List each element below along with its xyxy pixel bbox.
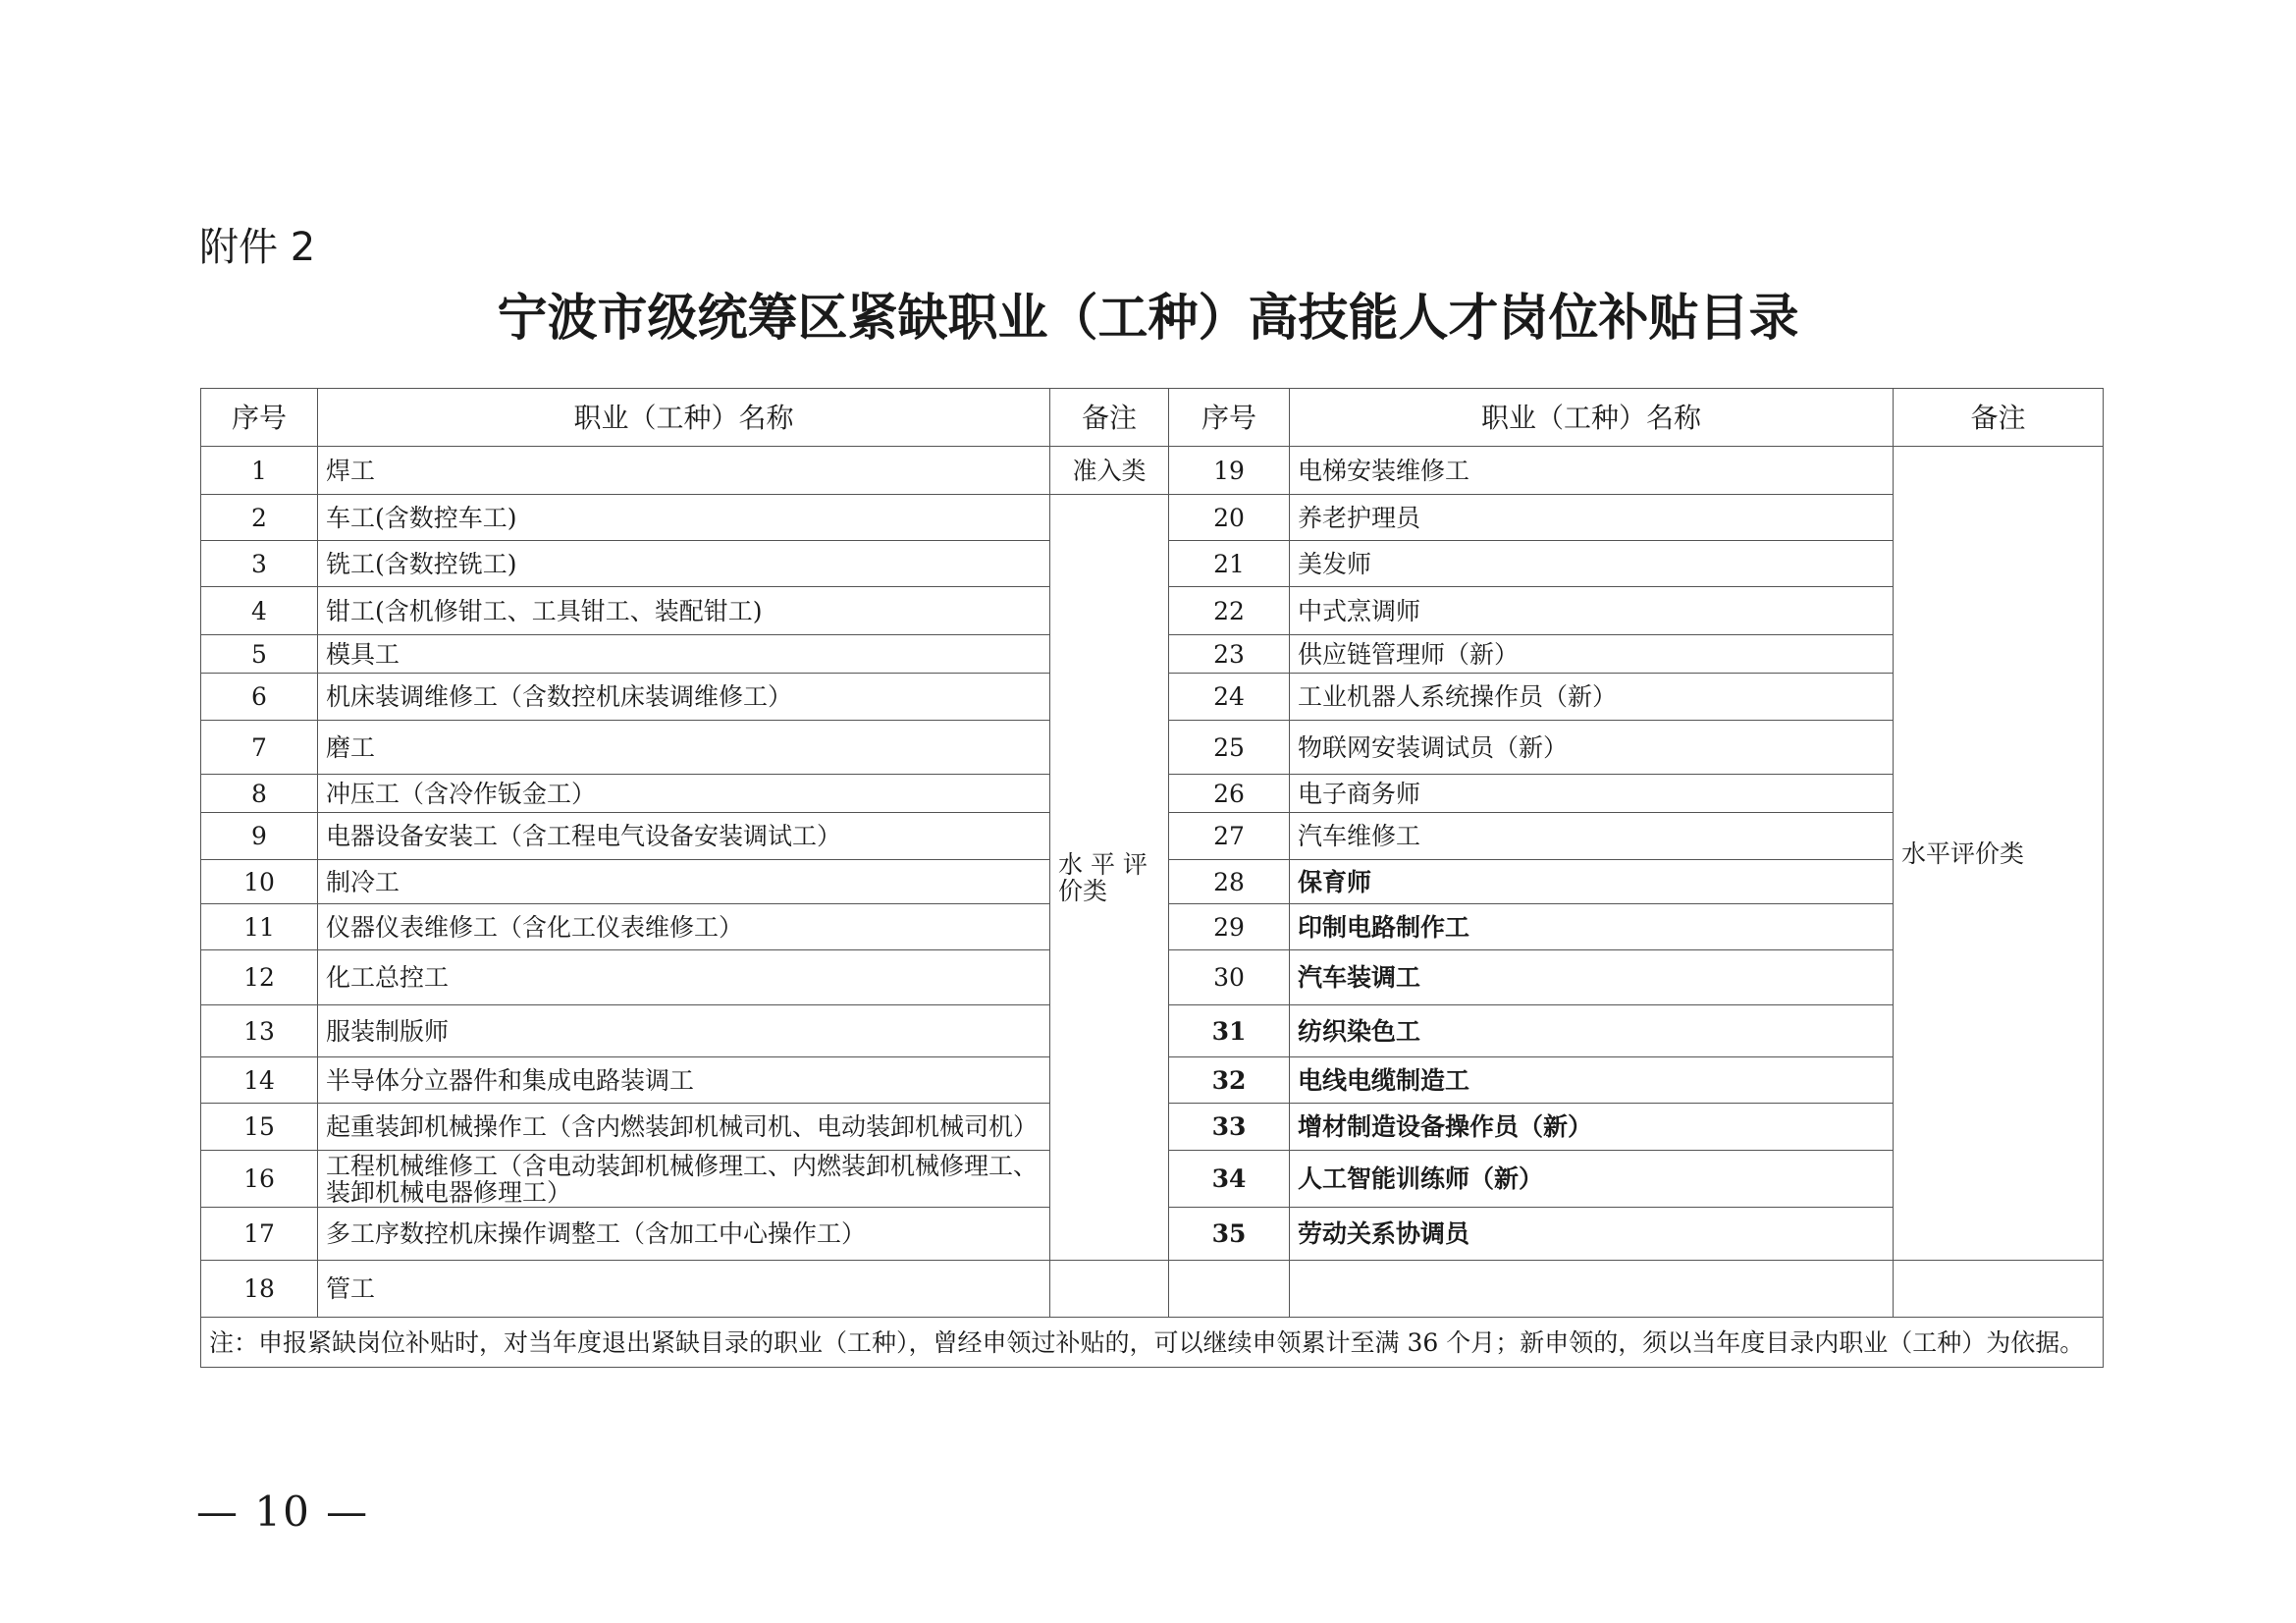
row-number: 28: [1169, 860, 1290, 904]
occupation-name: 纺织染色工: [1290, 1005, 1894, 1057]
row-number: 3: [201, 541, 318, 587]
occupation-name: 半导体分立器件和集成电路装调工: [318, 1057, 1050, 1104]
occupation-name: 焊工: [318, 447, 1050, 495]
table-row: [201, 1261, 2104, 1318]
table-header-row: [201, 389, 2104, 447]
row-number: 5: [201, 635, 318, 674]
row-number: 1: [201, 447, 318, 495]
row-number: 7: [201, 721, 318, 775]
footnote-row: [201, 1318, 2104, 1368]
footnote: 注：申报紧缺岗位补贴时，对当年度退出紧缺目录的职业（工种），曾经申领过补贴的，可以继续申领累计至满 36 个月；新申领的，须以当年度目录内职业（工种）为依据。: [201, 1318, 2104, 1368]
occupation-name: 中式烹调师: [1290, 587, 1894, 635]
row-number: 20: [1169, 495, 1290, 541]
row-number: 11: [201, 904, 318, 950]
occupation-name: 工业机器人系统操作员（新）: [1290, 674, 1894, 721]
header-seq-left: 序号: [201, 389, 318, 447]
occupation-name: 电梯安装维修工: [1290, 447, 1894, 495]
empty-cell: [1050, 1261, 1169, 1318]
row-number: 16: [201, 1151, 318, 1208]
occupation-name: 增材制造设备操作员（新）: [1290, 1104, 1894, 1151]
row-number: 19: [1169, 447, 1290, 495]
occupation-name: 劳动关系协调员: [1290, 1208, 1894, 1261]
occupation-name: 制冷工: [318, 860, 1050, 904]
attachment-label: 附件 2: [199, 225, 316, 270]
occupation-name: 钳工(含机修钳工、工具钳工、装配钳工): [318, 587, 1050, 635]
occupation-name: 保育师: [1290, 860, 1894, 904]
occupation-name: 仪器仪表维修工（含化工仪表维修工）: [318, 904, 1050, 950]
row-number: 23: [1169, 635, 1290, 674]
occupation-name: 电子商务师: [1290, 775, 1894, 813]
note-admission: 准入类: [1050, 447, 1169, 495]
occupation-name: 工程机械维修工（含电动装卸机械修理工、内燃装卸机械修理工、装卸机械电器修理工）: [318, 1151, 1050, 1208]
occupation-name: 化工总控工: [318, 950, 1050, 1005]
row-number: 12: [201, 950, 318, 1005]
row-number: 17: [201, 1208, 318, 1261]
occupation-name: 铣工(含数控铣工): [318, 541, 1050, 587]
header-note-right: 备注: [1894, 389, 2104, 447]
occupation-name: 汽车装调工: [1290, 950, 1894, 1005]
header-seq-right: 序号: [1169, 389, 1290, 447]
occupation-name: 模具工: [318, 635, 1050, 674]
row-number: 22: [1169, 587, 1290, 635]
row-number: 15: [201, 1104, 318, 1151]
row-number: 9: [201, 813, 318, 860]
header-note-left: 备注: [1050, 389, 1169, 447]
occupation-name: 管工: [318, 1261, 1050, 1318]
row-number: 14: [201, 1057, 318, 1104]
note-level-evaluation-right: 水平评价类: [1894, 447, 2104, 1261]
occupation-name: 车工(含数控车工): [318, 495, 1050, 541]
header-name-left: 职业（工种）名称: [318, 389, 1050, 447]
occupation-name: 起重装卸机械操作工（含内燃装卸机械司机、电动装卸机械司机）: [318, 1104, 1050, 1151]
occupation-name: 电器设备安装工（含工程电气设备安装调试工）: [318, 813, 1050, 860]
row-number: 2: [201, 495, 318, 541]
page-number: — 10 —: [196, 1488, 370, 1536]
occupation-name: 机床装调维修工（含数控机床装调维修工）: [318, 674, 1050, 721]
occupation-name: 多工序数控机床操作调整工（含加工中心操作工）: [318, 1208, 1050, 1261]
row-number: 29: [1169, 904, 1290, 950]
occupation-name: 汽车维修工: [1290, 813, 1894, 860]
catalog-table: [200, 388, 2104, 1368]
occupation-name: 服装制版师: [318, 1005, 1050, 1057]
row-number: 33: [1169, 1104, 1290, 1151]
occupation-name: 电线电缆制造工: [1290, 1057, 1894, 1104]
row-number: 27: [1169, 813, 1290, 860]
document-title: 宁波市级统筹区紧缺职业（工种）高技能人才岗位补贴目录: [497, 289, 1799, 348]
table-row: [201, 447, 2104, 495]
occupation-name: 人工智能训练师（新）: [1290, 1151, 1894, 1208]
occupation-name: 冲压工（含冷作钣金工）: [318, 775, 1050, 813]
row-number: 10: [201, 860, 318, 904]
row-number: 34: [1169, 1151, 1290, 1208]
row-number: 30: [1169, 950, 1290, 1005]
occupation-name: 美发师: [1290, 541, 1894, 587]
row-number: 6: [201, 674, 318, 721]
row-number: 32: [1169, 1057, 1290, 1104]
note-level-evaluation-mid: 水 平 评 价类: [1050, 495, 1169, 1261]
row-number: 13: [201, 1005, 318, 1057]
empty-cell: [1169, 1261, 1290, 1318]
occupation-name: 供应链管理师（新）: [1290, 635, 1894, 674]
row-number: 18: [201, 1261, 318, 1318]
occupation-name: 养老护理员: [1290, 495, 1894, 541]
row-number: 26: [1169, 775, 1290, 813]
occupation-name: 物联网安装调试员（新）: [1290, 721, 1894, 775]
header-name-right: 职业（工种）名称: [1290, 389, 1894, 447]
row-number: 4: [201, 587, 318, 635]
row-number: 25: [1169, 721, 1290, 775]
row-number: 21: [1169, 541, 1290, 587]
row-number: 8: [201, 775, 318, 813]
empty-cell: [1894, 1261, 2104, 1318]
occupation-name: 印制电路制作工: [1290, 904, 1894, 950]
occupation-name: 磨工: [318, 721, 1050, 775]
row-number: 24: [1169, 674, 1290, 721]
row-number: 31: [1169, 1005, 1290, 1057]
row-number: 35: [1169, 1208, 1290, 1261]
empty-cell: [1290, 1261, 1894, 1318]
table-row: [201, 495, 2104, 541]
